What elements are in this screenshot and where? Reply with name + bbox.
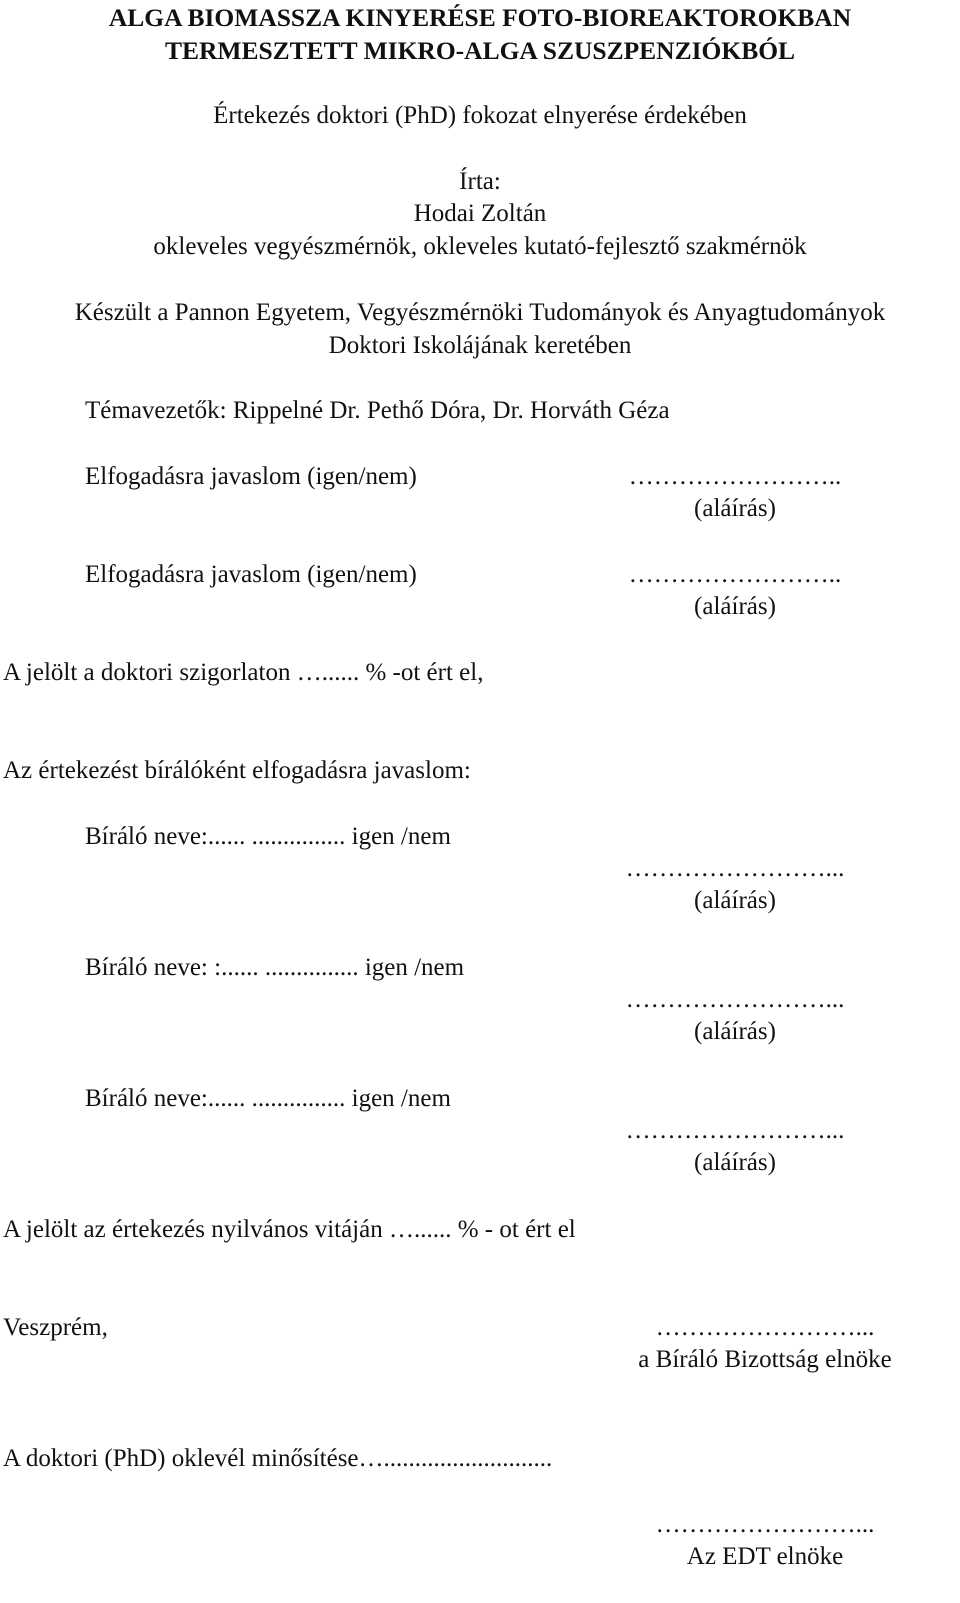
signature-dots: ……………………... <box>625 1117 845 1144</box>
institution-line-1: Készült a Pannon Egyetem, Vegyészmérnöki Tudományok és Anyagtudományok <box>74 299 886 326</box>
author-label: Írta: <box>459 168 501 195</box>
committee-chair-signature <box>590 1312 940 1376</box>
signature-dots: ……………………... <box>625 986 845 1013</box>
acceptance-label-2: Elfogadásra javaslom (igen/nem) <box>85 561 417 588</box>
edt-chair-signature <box>590 1509 940 1573</box>
place-label: Veszprém, <box>3 1314 108 1341</box>
reviewer-intro: Az értekezést bírálóként elfogadásra javaslom: <box>3 757 471 784</box>
institution-line-2: Doktori Iskolájának keretében <box>328 332 632 359</box>
reviewer-signature-2 <box>590 984 880 1048</box>
qualification-line: A doktori (PhD) oklevél minősítése…........................... <box>3 1445 553 1472</box>
exam-result-line: A jelölt a doktori szigorlaton …...... % -ot ért el, <box>3 659 484 686</box>
purpose-text: Értekezés doktori (PhD) fokozat elnyerése érdekében <box>213 102 747 129</box>
signature-caption: (aláírás) <box>694 1018 776 1045</box>
signature-caption: (aláírás) <box>694 495 776 522</box>
signature-dots: ……………………... <box>625 855 845 882</box>
signature-block-2 <box>590 559 880 623</box>
signature-caption: (aláírás) <box>694 593 776 620</box>
signature-dots: …………………….. <box>628 463 842 490</box>
defense-result-line: A jelölt az értekezés nyilvános vitáján …...... % - ot ért el <box>3 1216 576 1243</box>
supervisors-line: Témavezetők: Rippelné Dr. Pethő Dóra, Dr. Horváth Géza <box>85 397 670 424</box>
reviewer-name-1: Bíráló neve:...... ............... igen /nem <box>85 823 451 850</box>
signature-caption: (aláírás) <box>694 1149 776 1176</box>
reviewer-signature-3 <box>590 1115 880 1179</box>
author-qualification: okleveles vegyészmérnök, okleveles kutató-fejlesztő szakmérnök <box>153 233 807 260</box>
document-title-line-2: TERMESZTETT MIKRO-ALGA SZUSZPENZIÓKBÓL <box>164 36 796 65</box>
reviewer-signature-1 <box>590 853 880 917</box>
signature-dots: ……………………... <box>655 1314 875 1341</box>
author-name: Hodai Zoltán <box>413 200 547 227</box>
signature-caption: (aláírás) <box>694 887 776 914</box>
signature-block-1 <box>590 461 880 525</box>
document-title-line-1: ALGA BIOMASSZA KINYERÉSE FOTO-BIOREAKTOROKBAN <box>108 3 852 32</box>
reviewer-name-3: Bíráló neve:...... ............... igen /nem <box>85 1085 451 1112</box>
signature-dots: ……………………... <box>655 1511 875 1538</box>
reviewer-name-2: Bíráló neve: :...... ............... igen /nem <box>85 954 465 981</box>
signature-dots: …………………….. <box>628 561 842 588</box>
acceptance-label-1: Elfogadásra javaslom (igen/nem) <box>85 463 417 490</box>
signature-caption: a Bíráló Bizottság elnöke <box>638 1346 892 1373</box>
signature-caption: Az EDT elnöke <box>686 1543 844 1570</box>
